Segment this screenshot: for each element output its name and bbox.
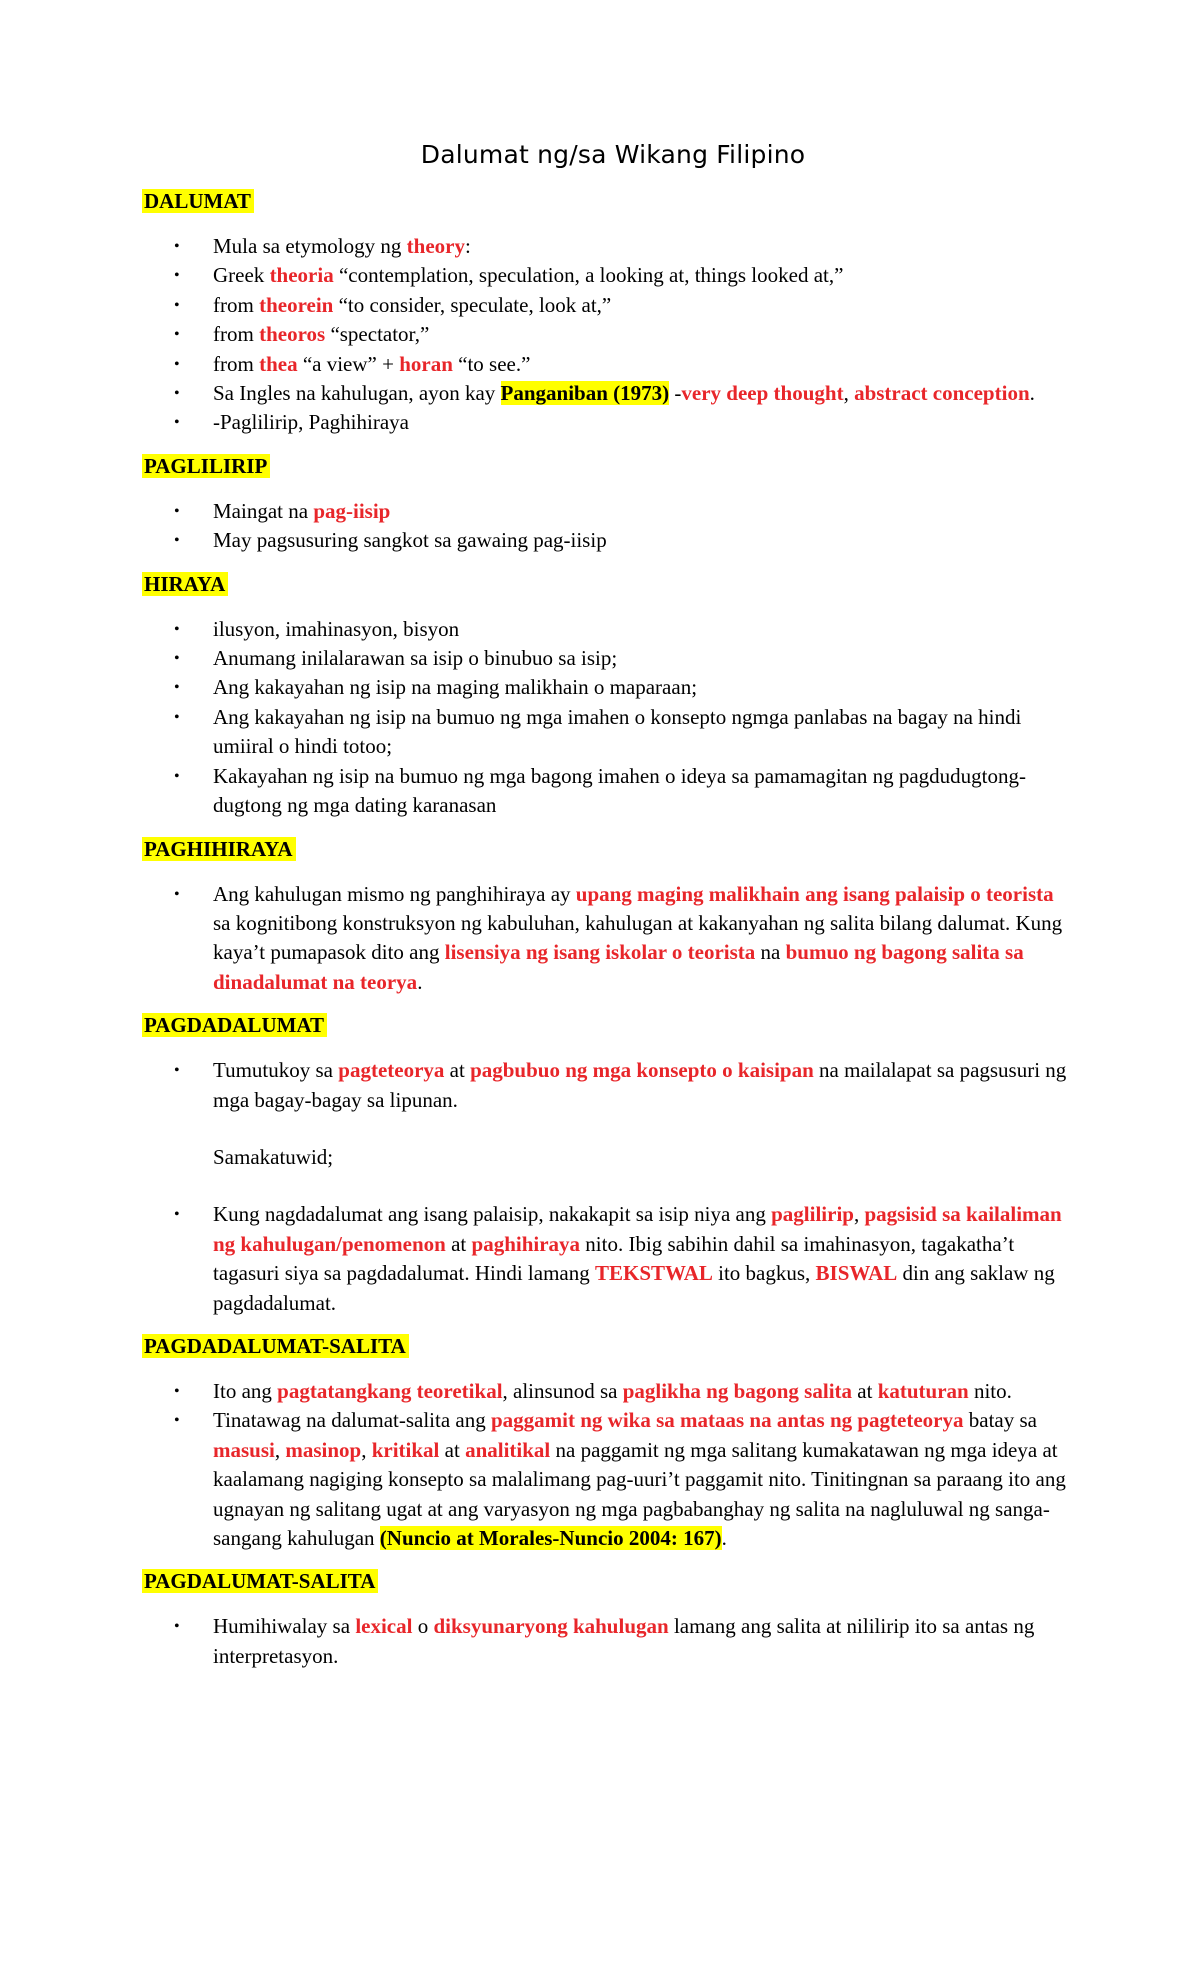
text: at bbox=[439, 1437, 466, 1462]
list-item bbox=[142, 673, 1070, 702]
text: Humihiwalay sa bbox=[213, 1614, 356, 1639]
heading-label: PAGDALUMAT-SALITA bbox=[142, 1569, 378, 1593]
citation-highlight: Panganiban (1973) bbox=[500, 381, 670, 406]
heading-paghihiraya bbox=[142, 835, 1070, 864]
emphasis-text: pagteteorya bbox=[338, 1058, 445, 1083]
bullet-icon: • bbox=[174, 885, 180, 903]
text: Kung nagdadalumat ang isang palaisip, nakakapit sa isip niya ang bbox=[213, 1202, 772, 1227]
paragraph-samakatuwid: Samakatuwid; bbox=[213, 1144, 334, 1169]
list-item bbox=[142, 408, 1070, 437]
text: “to see.” bbox=[452, 351, 531, 376]
bullet-icon: • bbox=[174, 679, 180, 697]
emphasis-text: analitikal bbox=[465, 1437, 551, 1462]
bullet-icon: • bbox=[174, 708, 180, 726]
bullet-icon: • bbox=[174, 414, 180, 432]
list-pagdadalumat-2 bbox=[142, 1200, 1070, 1318]
emphasis-text: BISWAL bbox=[815, 1261, 898, 1286]
heading-pagdadalumat-salita bbox=[142, 1332, 1070, 1361]
list-item bbox=[142, 880, 1070, 998]
citation-highlight: (Nuncio at Morales-Nuncio 2004: 167) bbox=[379, 1526, 722, 1550]
text: Ang kakayahan ng isip na bumuo ng mga imahen o konsepto ngmga panlabas na bagay na hindi umiiral o hindi totoo; bbox=[213, 704, 1022, 759]
list-item bbox=[142, 291, 1070, 320]
emphasis-text: paglilirip bbox=[771, 1202, 854, 1227]
bullet-icon: • bbox=[174, 1382, 180, 1400]
heading-paglilirip bbox=[142, 452, 1070, 481]
bullet-icon: • bbox=[174, 326, 180, 344]
emphasis-text: pagbubuo ng mga konsepto o kaisipan bbox=[470, 1058, 814, 1083]
emphasis-text: theoros bbox=[259, 322, 326, 347]
text: - bbox=[669, 381, 682, 406]
text: May pagsusuring sangkot sa gawaing pag-iisip bbox=[213, 528, 607, 553]
bullet-icon: • bbox=[174, 767, 180, 785]
text: Sa Ingles na kahulugan, ayon kay bbox=[213, 381, 501, 406]
text: , bbox=[843, 381, 855, 406]
text: “contemplation, speculation, a looking at, things looked at,” bbox=[333, 263, 844, 288]
emphasis-text: pagsisid sa kailaliman ng kahulugan/penomenon bbox=[213, 1202, 1062, 1256]
heading-label: PAGLILIRIP bbox=[142, 454, 270, 478]
bullet-icon: • bbox=[174, 650, 180, 668]
text: , bbox=[853, 1202, 865, 1227]
text: Tinatawag na dalumat-salita ang bbox=[213, 1408, 491, 1433]
emphasis-text: lexical bbox=[355, 1614, 413, 1639]
text: , alinsunod sa bbox=[502, 1378, 623, 1403]
emphasis-text: masinop bbox=[285, 1437, 362, 1462]
text: at bbox=[852, 1378, 878, 1403]
list-item bbox=[142, 350, 1070, 379]
text: Greek bbox=[213, 263, 270, 288]
emphasis-text: abstract conception bbox=[854, 381, 1030, 406]
text: Tumutukoy sa bbox=[213, 1058, 339, 1083]
list-dalumat bbox=[142, 232, 1070, 438]
emphasis-text: paghihiraya bbox=[471, 1231, 581, 1256]
emphasis-text: paggamit ng wika sa mataas na antas ng pagteteorya bbox=[490, 1408, 964, 1433]
text: na mailalapat sa pagsusuri ng mga bagay-bagay sa lipunan. bbox=[213, 1058, 1067, 1112]
text: . bbox=[417, 969, 423, 994]
text: Ang kahulugan mismo ng panghihiraya ay bbox=[213, 881, 576, 906]
text: sa kognitibong konstruksyon ng kabuluhan, kahulugan at kakanyahan ng salita bilang dalumat. Kung kaya’t pumapasok dito ang bbox=[213, 910, 1063, 965]
bullet-icon: • bbox=[174, 1618, 180, 1636]
list-item bbox=[142, 497, 1070, 526]
text: from bbox=[213, 351, 260, 376]
text: nito. bbox=[968, 1378, 1012, 1403]
bullet-icon: • bbox=[174, 502, 180, 520]
heading-label: PAGDADALUMAT bbox=[142, 1013, 327, 1037]
text: o bbox=[412, 1614, 434, 1639]
text: nito. Ibig sabihin dahil sa imahinasyon, tagakatha’t tagasuri siya sa pagdadalumat. Hindi lamang bbox=[213, 1231, 1015, 1286]
emphasis-text: pagtatangkang teoretikal bbox=[277, 1378, 503, 1403]
list-item bbox=[142, 703, 1070, 762]
emphasis-text: diksyunaryong kahulugan bbox=[433, 1614, 669, 1639]
list-item bbox=[142, 1377, 1070, 1406]
text: din ang saklaw ng pagdadalumat. bbox=[213, 1261, 1055, 1315]
text: -Paglilirip, Paghihiraya bbox=[213, 410, 409, 435]
heading-label: DALUMAT bbox=[142, 189, 254, 213]
list-paghihiraya bbox=[142, 880, 1070, 998]
heading-pagdadalumat bbox=[142, 1011, 1070, 1040]
heading-dalumat bbox=[142, 187, 1070, 216]
emphasis-text: upang maging malikhain ang isang palaisip o teorista bbox=[575, 881, 1054, 906]
emphasis-text: theoria bbox=[269, 263, 334, 288]
text: Maingat na bbox=[213, 498, 314, 523]
bullet-icon: • bbox=[174, 385, 180, 403]
text: batay sa bbox=[963, 1408, 1037, 1433]
bullet-icon: • bbox=[174, 296, 180, 314]
emphasis-text: pag-iisip bbox=[313, 498, 391, 523]
emphasis-text: horan bbox=[399, 351, 453, 376]
list-item bbox=[142, 526, 1070, 555]
text: , bbox=[274, 1437, 286, 1462]
text: Mula sa etymology ng bbox=[213, 234, 407, 258]
text: from bbox=[213, 292, 260, 317]
bullet-icon: • bbox=[174, 355, 180, 373]
list-item bbox=[142, 762, 1070, 821]
emphasis-text: lisensiya ng isang iskolar o teorista bbox=[444, 940, 756, 965]
text: ito bagkus, bbox=[712, 1261, 816, 1286]
text: “to consider, speculate, look at,” bbox=[333, 292, 612, 317]
bullet-icon: • bbox=[174, 532, 180, 550]
text: . bbox=[1029, 381, 1035, 406]
list-item bbox=[142, 320, 1070, 349]
list-item bbox=[142, 1406, 1070, 1553]
text: Ang kakayahan ng isip na maging malikhain o maparaan; bbox=[213, 675, 698, 700]
list-item bbox=[142, 261, 1070, 290]
emphasis-text: theorein bbox=[259, 292, 334, 317]
emphasis-text: masusi bbox=[213, 1437, 275, 1462]
text: . bbox=[721, 1526, 727, 1550]
list-hiraya bbox=[142, 615, 1070, 821]
text: “a view” + bbox=[297, 351, 400, 376]
text: Ito ang bbox=[213, 1378, 278, 1403]
bullet-icon: • bbox=[174, 620, 180, 638]
list-item bbox=[142, 1612, 1070, 1671]
heading-label: PAGHIHIRAYA bbox=[142, 837, 296, 861]
heading-label: HIRAYA bbox=[142, 572, 228, 596]
bullet-icon: • bbox=[174, 1412, 180, 1430]
bullet-icon: • bbox=[174, 1062, 180, 1080]
bullet-icon: • bbox=[174, 238, 180, 255]
emphasis-text: kritikal bbox=[371, 1437, 440, 1462]
emphasis-text: bumuo ng bagong salita sa dinadalumat na teorya bbox=[213, 940, 1024, 994]
text: “spectator,” bbox=[325, 322, 430, 347]
emphasis-text: thea bbox=[259, 351, 298, 376]
emphasis-text: katuturan bbox=[877, 1378, 969, 1403]
bullet-icon: • bbox=[174, 267, 180, 285]
heading-pagdalumat-salita bbox=[142, 1567, 1070, 1596]
text: Anumang inilalarawan sa isip o binubuo sa isip; bbox=[213, 646, 618, 671]
text: at bbox=[445, 1231, 472, 1256]
list-item bbox=[142, 1200, 1070, 1318]
document-title: Dalumat ng/sa Wikang Filipino bbox=[420, 140, 806, 169]
heading-hiraya bbox=[142, 570, 1070, 599]
list-item bbox=[142, 644, 1070, 673]
heading-label: PAGDADALUMAT-SALITA bbox=[142, 1334, 409, 1358]
text: from bbox=[213, 322, 260, 347]
emphasis-text: TEKSTWAL bbox=[594, 1261, 713, 1286]
bullet-icon: • bbox=[174, 1206, 180, 1224]
list-item bbox=[142, 232, 1070, 261]
text: ilusyon, imahinasyon, bisyon bbox=[213, 616, 460, 641]
list-item bbox=[142, 615, 1070, 644]
text: at bbox=[444, 1058, 471, 1083]
text: : bbox=[464, 234, 471, 258]
list-item bbox=[142, 379, 1070, 408]
text: , bbox=[361, 1437, 372, 1462]
list-pagdalumat-salita bbox=[142, 1612, 1070, 1671]
list-item bbox=[142, 1056, 1070, 1115]
emphasis-text: theory bbox=[406, 234, 465, 258]
emphasis-text: paglikha ng bagong salita bbox=[622, 1378, 853, 1403]
text: lamang ang salita at nililirip ito sa antas ng interpretasyon. bbox=[213, 1614, 1035, 1668]
emphasis-text: very deep thought bbox=[681, 381, 844, 406]
list-pagdadalumat bbox=[142, 1056, 1070, 1115]
text: na paggamit ng mga salitang kumakatawan ng mga ideya at kaalamang nagiging konsepto sa malalimang pag-uuri’t paggamit nito. Tinitingnan sa paraang ito ang ugnayan ng salitang ugat at ang varyasyon ng mga pagbabanghay ng salita na nagluluwal ng sanga-sangang kahulugan bbox=[213, 1437, 1066, 1550]
text: Kakayahan ng isip na bumuo ng mga bagong imahen o ideya sa pamamagitan ng pagdudugtong-dugtong ng mga dating karanasan bbox=[213, 763, 1026, 818]
text: na bbox=[755, 940, 786, 965]
list-pagdadalumat-salita bbox=[142, 1377, 1070, 1553]
list-paglilirip bbox=[142, 497, 1070, 556]
